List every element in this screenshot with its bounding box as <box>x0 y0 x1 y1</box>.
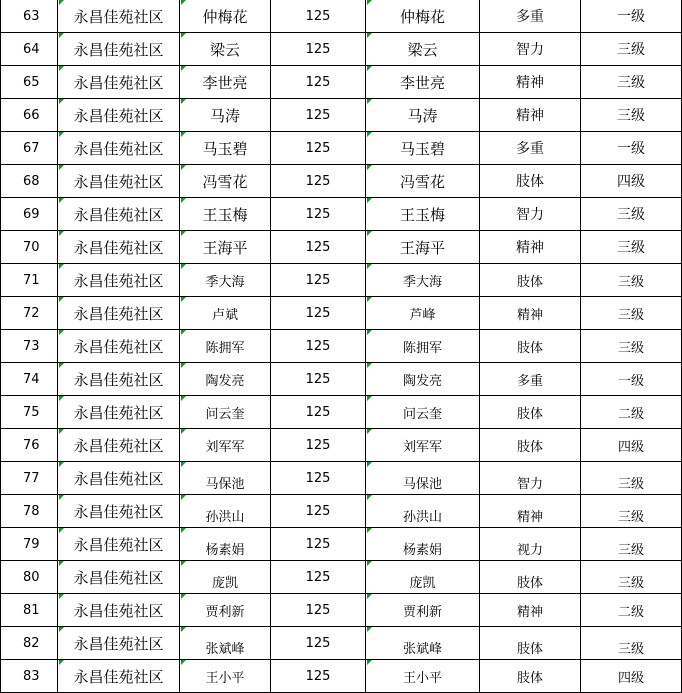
row-number-cell[interactable]: 68 <box>0 165 58 198</box>
amount-cell[interactable]: 125 <box>271 0 366 33</box>
name-cell[interactable]: 马保池 <box>180 462 271 495</box>
recipient-cell[interactable]: 王海平 <box>366 231 480 264</box>
amount-cell[interactable]: 125 <box>271 297 366 330</box>
amount-cell[interactable]: 125 <box>271 33 366 66</box>
recipient-cell[interactable]: 王玉梅 <box>366 198 480 231</box>
community-cell[interactable]: 永昌佳苑社区 <box>58 33 180 66</box>
disability-level-cell[interactable]: 三级 <box>581 528 682 561</box>
recipient-cell[interactable]: 季大海 <box>366 264 480 297</box>
name-cell[interactable]: 刘军军 <box>180 429 271 462</box>
disability-type-cell[interactable]: 智力 <box>480 198 581 231</box>
name-cell[interactable]: 梁云 <box>180 33 271 66</box>
disability-level-cell[interactable]: 四级 <box>581 165 682 198</box>
recipient-cell[interactable]: 张斌峰 <box>366 627 480 660</box>
recipient-cell[interactable]: 贾利新 <box>366 594 480 627</box>
name-cell[interactable]: 仲梅花 <box>180 0 271 33</box>
amount-cell[interactable]: 125 <box>271 198 366 231</box>
recipient-cell[interactable]: 庞凯 <box>366 561 480 594</box>
row-number-cell[interactable]: 69 <box>0 198 58 231</box>
disability-level-cell[interactable]: 一级 <box>581 0 682 33</box>
amount-cell[interactable]: 125 <box>271 627 366 660</box>
row-number-cell[interactable]: 75 <box>0 396 58 429</box>
disability-type-cell[interactable]: 视力 <box>480 528 581 561</box>
row-number-cell[interactable]: 73 <box>0 330 58 363</box>
disability-level-cell[interactable]: 三级 <box>581 264 682 297</box>
row-number-cell[interactable]: 63 <box>0 0 58 33</box>
name-cell[interactable]: 冯雪花 <box>180 165 271 198</box>
disability-type-cell[interactable]: 精神 <box>480 66 581 99</box>
table-row <box>0 99 682 132</box>
name-cell[interactable]: 张斌峰 <box>180 627 271 660</box>
table-row <box>0 528 682 561</box>
disability-level-cell[interactable]: 三级 <box>581 231 682 264</box>
disability-type-cell[interactable]: 精神 <box>480 231 581 264</box>
community-cell[interactable]: 永昌佳苑社区 <box>58 561 180 594</box>
amount-cell[interactable]: 125 <box>271 363 366 396</box>
name-cell[interactable]: 李世亮 <box>180 66 271 99</box>
disability-type-cell[interactable]: 精神 <box>480 99 581 132</box>
disability-type-cell[interactable]: 多重 <box>480 132 581 165</box>
table-row <box>0 0 682 33</box>
recipient-cell[interactable]: 仲梅花 <box>366 0 480 33</box>
row-number-cell[interactable]: 72 <box>0 297 58 330</box>
name-cell[interactable]: 王小平 <box>180 660 271 693</box>
amount-cell[interactable]: 125 <box>271 528 366 561</box>
amount-cell[interactable]: 125 <box>271 660 366 693</box>
disability-type-cell[interactable]: 精神 <box>480 297 581 330</box>
amount-cell[interactable]: 125 <box>271 330 366 363</box>
name-cell[interactable]: 陈拥军 <box>180 330 271 363</box>
disability-level-cell[interactable]: 一级 <box>581 363 682 396</box>
disability-type-cell[interactable]: 肢体 <box>480 165 581 198</box>
row-number-cell[interactable]: 79 <box>0 528 58 561</box>
disability-type-cell[interactable]: 肢体 <box>480 330 581 363</box>
amount-cell[interactable]: 125 <box>271 429 366 462</box>
row-number-cell[interactable]: 71 <box>0 264 58 297</box>
row-number-cell[interactable]: 65 <box>0 66 58 99</box>
table-row <box>0 462 682 495</box>
community-cell[interactable]: 永昌佳苑社区 <box>58 462 180 495</box>
disability-level-cell[interactable]: 二级 <box>581 594 682 627</box>
row-number-cell[interactable]: 67 <box>0 132 58 165</box>
recipient-cell[interactable]: 李世亮 <box>366 66 480 99</box>
amount-cell[interactable]: 125 <box>271 165 366 198</box>
disability-type-cell[interactable]: 肢体 <box>480 627 581 660</box>
disability-level-cell[interactable]: 三级 <box>581 66 682 99</box>
disability-type-cell[interactable]: 肢体 <box>480 561 581 594</box>
row-number-cell[interactable]: 78 <box>0 495 58 528</box>
table-row <box>0 198 682 231</box>
disability-type-cell[interactable]: 智力 <box>480 33 581 66</box>
community-cell[interactable]: 永昌佳苑社区 <box>58 429 180 462</box>
disability-level-cell[interactable]: 三级 <box>581 462 682 495</box>
community-cell[interactable]: 永昌佳苑社区 <box>58 198 180 231</box>
disability-level-cell[interactable]: 三级 <box>581 330 682 363</box>
row-number-cell[interactable]: 80 <box>0 561 58 594</box>
row-number-cell[interactable]: 82 <box>0 627 58 660</box>
row-number-cell[interactable]: 70 <box>0 231 58 264</box>
row-number-cell[interactable]: 83 <box>0 660 58 693</box>
community-cell[interactable]: 永昌佳苑社区 <box>58 297 180 330</box>
name-cell[interactable]: 庞凯 <box>180 561 271 594</box>
name-cell[interactable]: 卢斌 <box>180 297 271 330</box>
amount-cell[interactable]: 125 <box>271 132 366 165</box>
table-row <box>0 33 682 66</box>
name-cell[interactable]: 马涛 <box>180 99 271 132</box>
recipient-cell[interactable]: 芦峰 <box>366 297 480 330</box>
community-cell[interactable]: 永昌佳苑社区 <box>58 264 180 297</box>
row-number-cell[interactable]: 64 <box>0 33 58 66</box>
disability-type-cell[interactable]: 精神 <box>480 495 581 528</box>
table-row <box>0 429 682 462</box>
disability-type-cell[interactable]: 肢体 <box>480 429 581 462</box>
recipient-cell[interactable]: 马涛 <box>366 99 480 132</box>
disability-level-cell[interactable]: 三级 <box>581 561 682 594</box>
row-number-cell[interactable]: 66 <box>0 99 58 132</box>
disability-type-cell[interactable]: 肢体 <box>480 396 581 429</box>
amount-cell[interactable]: 125 <box>271 264 366 297</box>
table-row <box>0 264 682 297</box>
disability-type-cell[interactable]: 智力 <box>480 462 581 495</box>
amount-cell[interactable]: 125 <box>271 99 366 132</box>
name-cell[interactable]: 孙洪山 <box>180 495 271 528</box>
disability-level-cell[interactable]: 三级 <box>581 297 682 330</box>
name-cell[interactable]: 王玉梅 <box>180 198 271 231</box>
table-row <box>0 66 682 99</box>
table-row <box>0 594 682 627</box>
amount-cell[interactable]: 125 <box>271 495 366 528</box>
amount-cell[interactable]: 125 <box>271 594 366 627</box>
disability-type-cell[interactable]: 肢体 <box>480 660 581 693</box>
community-cell[interactable]: 永昌佳苑社区 <box>58 0 180 33</box>
name-cell[interactable]: 贾利新 <box>180 594 271 627</box>
amount-cell[interactable]: 125 <box>271 66 366 99</box>
table-row <box>0 132 682 165</box>
recipient-cell[interactable]: 梁云 <box>366 33 480 66</box>
recipient-cell[interactable]: 马玉碧 <box>366 132 480 165</box>
community-cell[interactable]: 永昌佳苑社区 <box>58 99 180 132</box>
disability-level-cell[interactable]: 三级 <box>581 198 682 231</box>
name-cell[interactable]: 杨素娟 <box>180 528 271 561</box>
recipient-cell[interactable]: 马保池 <box>366 462 480 495</box>
disability-level-cell[interactable]: 四级 <box>581 660 682 693</box>
table-row <box>0 660 682 693</box>
table-row <box>0 363 682 396</box>
table-row <box>0 297 682 330</box>
disability-level-cell[interactable]: 三级 <box>581 33 682 66</box>
community-cell[interactable]: 永昌佳苑社区 <box>58 363 180 396</box>
name-cell[interactable]: 陶发亮 <box>180 363 271 396</box>
table-row <box>0 561 682 594</box>
recipient-cell[interactable]: 冯雪花 <box>366 165 480 198</box>
community-cell[interactable]: 永昌佳苑社区 <box>58 627 180 660</box>
disability-type-cell[interactable]: 多重 <box>480 0 581 33</box>
recipient-cell[interactable]: 杨素娟 <box>366 528 480 561</box>
disability-type-cell[interactable]: 多重 <box>480 363 581 396</box>
row-number-cell[interactable]: 77 <box>0 462 58 495</box>
community-cell[interactable]: 永昌佳苑社区 <box>58 396 180 429</box>
name-cell[interactable]: 王海平 <box>180 231 271 264</box>
table-row <box>0 396 682 429</box>
row-number-cell[interactable]: 76 <box>0 429 58 462</box>
community-cell[interactable]: 永昌佳苑社区 <box>58 495 180 528</box>
disability-type-cell[interactable]: 肢体 <box>480 264 581 297</box>
community-cell[interactable]: 永昌佳苑社区 <box>58 66 180 99</box>
disability-level-cell[interactable]: 三级 <box>581 99 682 132</box>
recipient-cell[interactable]: 刘军军 <box>366 429 480 462</box>
community-cell[interactable]: 永昌佳苑社区 <box>58 132 180 165</box>
table-row <box>0 330 682 363</box>
community-cell[interactable]: 永昌佳苑社区 <box>58 594 180 627</box>
name-cell[interactable]: 马玉碧 <box>180 132 271 165</box>
disability-level-cell[interactable]: 三级 <box>581 495 682 528</box>
recipient-cell[interactable]: 陈拥军 <box>366 330 480 363</box>
community-cell[interactable]: 永昌佳苑社区 <box>58 330 180 363</box>
disability-level-cell[interactable]: 二级 <box>581 396 682 429</box>
community-cell[interactable]: 永昌佳苑社区 <box>58 231 180 264</box>
row-number-cell[interactable]: 81 <box>0 594 58 627</box>
disability-level-cell[interactable]: 一级 <box>581 132 682 165</box>
name-cell[interactable]: 季大海 <box>180 264 271 297</box>
table-row <box>0 627 682 660</box>
community-cell[interactable]: 永昌佳苑社区 <box>58 528 180 561</box>
disability-level-cell[interactable]: 四级 <box>581 429 682 462</box>
amount-cell[interactable]: 125 <box>271 231 366 264</box>
table-row <box>0 231 682 264</box>
recipient-cell[interactable]: 孙洪山 <box>366 495 480 528</box>
amount-cell[interactable]: 125 <box>271 561 366 594</box>
amount-cell[interactable]: 125 <box>271 396 366 429</box>
recipient-cell[interactable]: 王小平 <box>366 660 480 693</box>
row-number-cell[interactable]: 74 <box>0 363 58 396</box>
amount-cell[interactable]: 125 <box>271 462 366 495</box>
table-row <box>0 165 682 198</box>
recipient-cell[interactable]: 陶发亮 <box>366 363 480 396</box>
table-row <box>0 495 682 528</box>
disability-level-cell[interactable]: 三级 <box>581 627 682 660</box>
disability-type-cell[interactable]: 精神 <box>480 594 581 627</box>
name-cell[interactable]: 问云奎 <box>180 396 271 429</box>
community-cell[interactable]: 永昌佳苑社区 <box>58 660 180 693</box>
recipient-cell[interactable]: 问云奎 <box>366 396 480 429</box>
community-cell[interactable]: 永昌佳苑社区 <box>58 165 180 198</box>
